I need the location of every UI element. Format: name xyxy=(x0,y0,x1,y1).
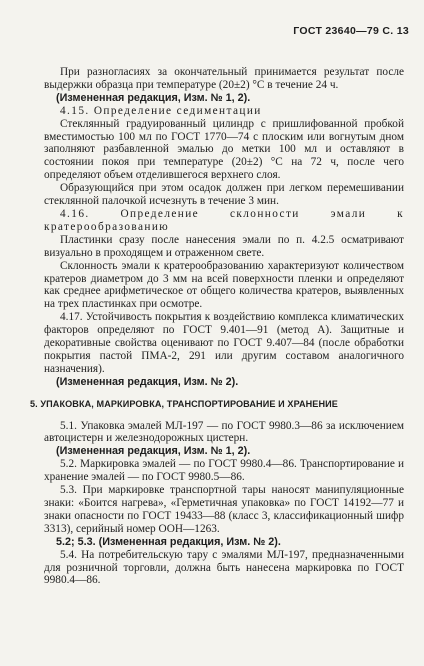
paragraph: При разногласиях за окончательный принимается результат после выдержки образца при температуре (20±2) °С в течение 24 ч. xyxy=(44,66,404,91)
paragraph: 5.3. При маркировке транспортной тары наносят манипуляционные знаки: «Боится нагрева», «Герметичная упаковка» по ГОСТ 14192—77 и знаки опасности по ГОСТ 19433—88 (класс 3, классификационный шифр 3313), серийный номер ООН—1263. xyxy=(44,484,404,535)
section-heading: 5. УПАКОВКА, МАРКИРОВКА, ТРАНСПОРТИРОВАНИЕ И ХРАНЕНИЕ xyxy=(30,398,338,409)
paragraph: 5.2. Маркировка эмалей — по ГОСТ 9980.4—86. Транспортирование и хранение эмалей — по ГОСТ 9980.5—86. xyxy=(44,458,404,484)
page-header: ГОСТ 23640—79 С. 13 xyxy=(293,25,409,37)
edition-note: (Измененная редакция, Изм. № 2). xyxy=(56,375,239,388)
paragraph: 5.1. Упаковка эмалей МЛ-197 — по ГОСТ 9980.3—86 за исключением автоцистерн и железнодорожных цистерн. xyxy=(44,419,404,445)
subsection-heading: 4.16. Определение склонности эмали к кратерообразованию xyxy=(44,207,404,233)
edition-note: (Измененная редакция, Изм. № 1, 2). xyxy=(56,445,251,458)
edition-note: 5.2; 5.3. (Измененная редакция, Изм. № 2). xyxy=(56,535,281,548)
document-body xyxy=(30,66,404,587)
paragraph: Склонность эмали к кратерообразованию характеризуют количеством кратеров диаметром до 3 мм на всей поверхности пленки и определяют как среднее арифметическое от общего количества кратеров, выявленных на трех пластинках при осмотре. xyxy=(44,259,404,311)
spacer xyxy=(44,389,404,398)
spacer xyxy=(44,411,404,420)
paragraph: 5.4. На потребительскую тару с эмалями МЛ-197, предназначенными для розничной торговли, должна быть нанесена маркировка по ГОСТ 9980.4—86. xyxy=(44,548,404,587)
edition-note: (Измененная редакция, Изм. № 1, 2). xyxy=(56,91,251,104)
subsection-heading: 4.15. Определение седиментации xyxy=(60,104,262,117)
paragraph: Пластинки сразу после нанесения эмали по п. 4.2.5 осматривают визуально в проходящем и отраженном свете. xyxy=(44,233,404,259)
paragraph: 4.17. Устойчивость покрытия к воздействию комплекса климатических факторов определяют по ГОСТ 9.401—91 (метод А). Защитные и декоративные свойства оценивают по ГОСТ 9.407—84 (после обработки покрытия пастой ПМА-2, 291 или другим составом аналогичного назначения). xyxy=(44,311,404,375)
paragraph: Образующийся при этом осадок должен при легком перемешивании стеклянной палочкой исчезнуть в течение 3 мин. xyxy=(44,182,404,208)
paragraph: Стеклянный градуированный цилиндр с пришлифованной пробкой вместимостью 100 мл по ГОСТ 1770—74 с плоским или вогнутым дном заполняют разбавленной эмалью до метки 100 мл и оставляют в состоянии покоя при температуре (20±2) °С на 72 ч, после чего определяют объем отделившегося верхнего слоя. xyxy=(44,117,404,182)
